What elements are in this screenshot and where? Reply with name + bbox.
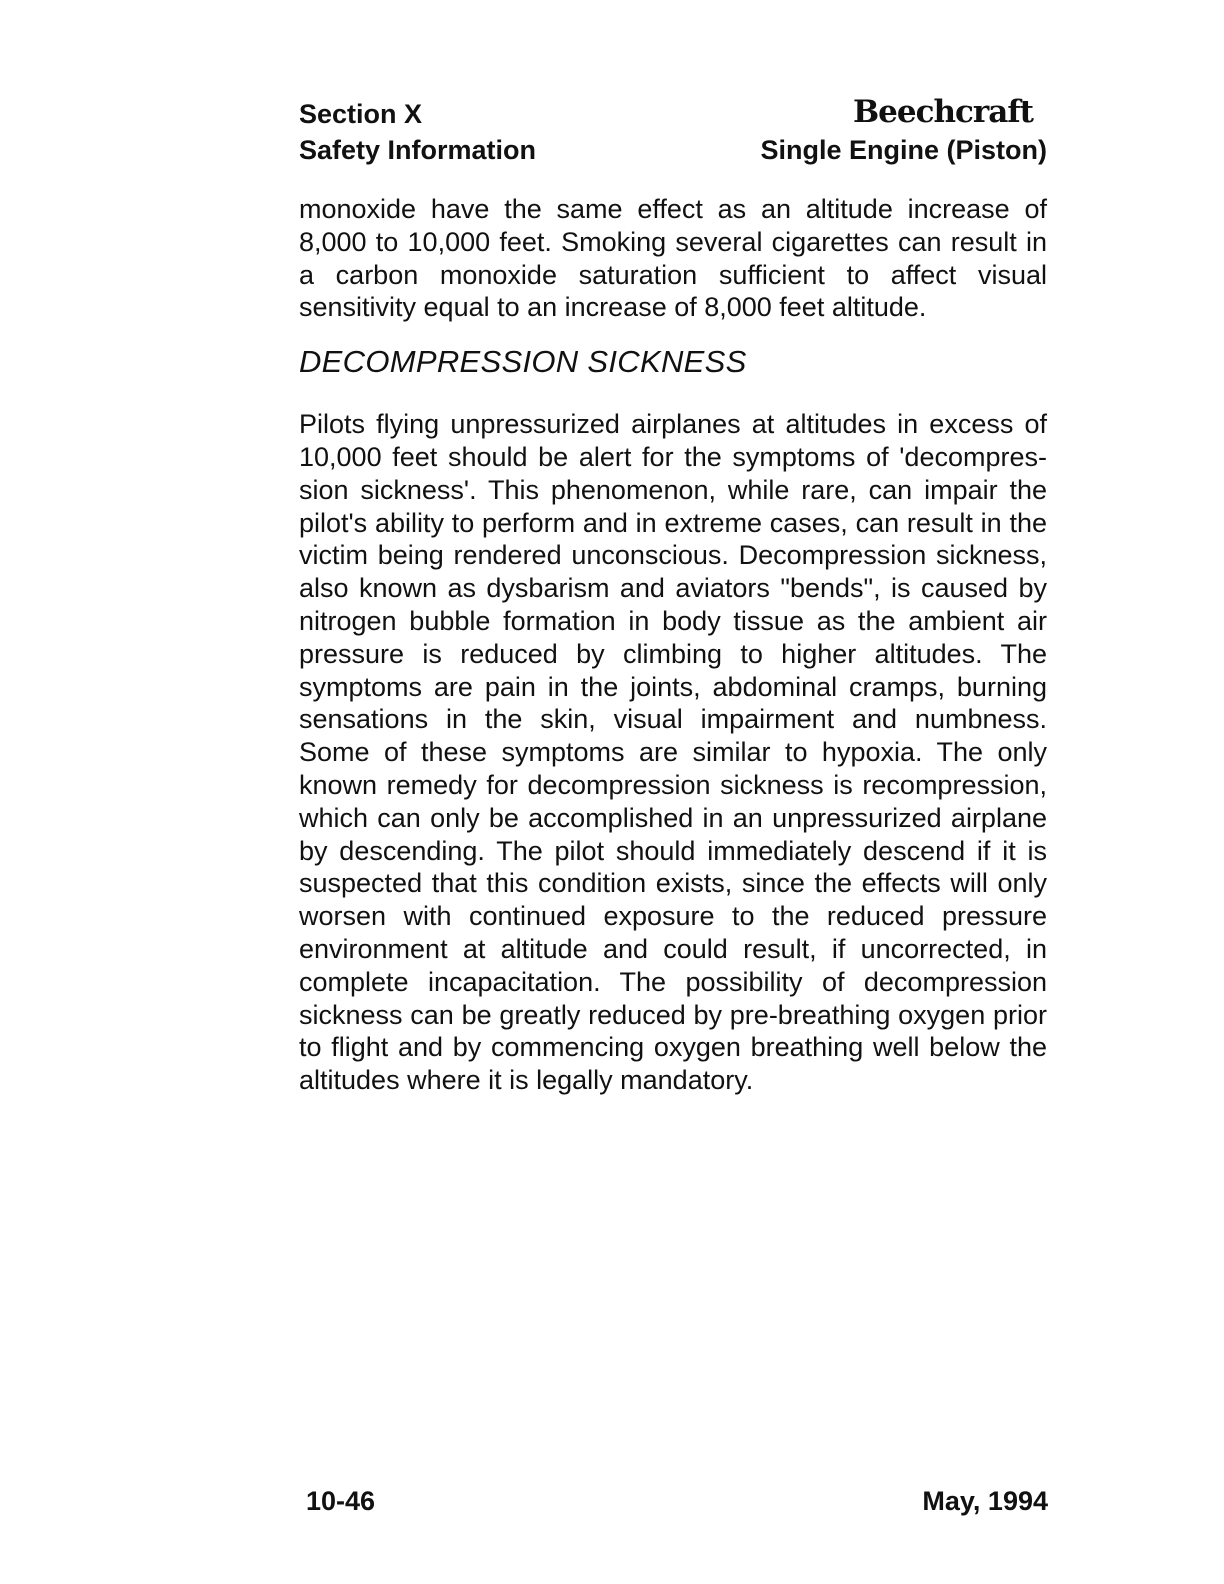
revision-date: May, 1994 [922, 1486, 1048, 1516]
model-title: Single Engine (Piston) [760, 135, 1047, 165]
page-header-right [760, 92, 1047, 168]
brand-logo: Beechcraft [852, 94, 1033, 130]
page-body [299, 193, 1047, 1097]
section-title: Safety Information [299, 135, 537, 165]
page-number: 10-46 [306, 1486, 376, 1516]
main-paragraph: Pilots flying unpressurized airplanes at altitudes in excess of 10,000 feet should be alert for the symptoms of 'decompression sickness'. This phenomenon, while rare, can impair the pilot's ability to perform and in extreme cases, can result in the victim being rendered unconscious. Decompression sickness, also known as dysbarism and aviators "bends", is caused by nitrogen bubble formation in body tissue as the ambient air pressure is reduced by climbing to higher altitudes. The symptoms are pain in the joints, abdominal cramps, burning sensations in the skin, visual impairment and numbness. Some of these symptoms are similar to hypoxia. The only known remedy for decompression sickness is recompression, which can only be accomplished in an unpressurized airplane by descending. The pilot should immediately descend if it is suspected that this condition exists, since the effects will only worsen with continued exposure to the reduced pressure environment at altitude and could result, if uncorrected, in complete incapacitation. The possibility of decompression sickness can be greatly reduced by pre-breathing oxygen prior to flight and by commencing oxygen breathing well below the altitudes where it is legally mandatory. [299, 409, 1047, 1096]
intro-paragraph: monoxide have the same effect as an altitude increase of 8,000 to 10,000 feet. Smoking several cigarettes can result in a carbon monoxide saturation sufficient to affect visual sensitivity equal to an increase of 8,000 feet altitude. [299, 194, 1047, 323]
section-heading: DECOMPRESSION SICKNESS [299, 344, 747, 380]
section-label: Section X [299, 99, 423, 129]
page-header-left [299, 96, 536, 168]
